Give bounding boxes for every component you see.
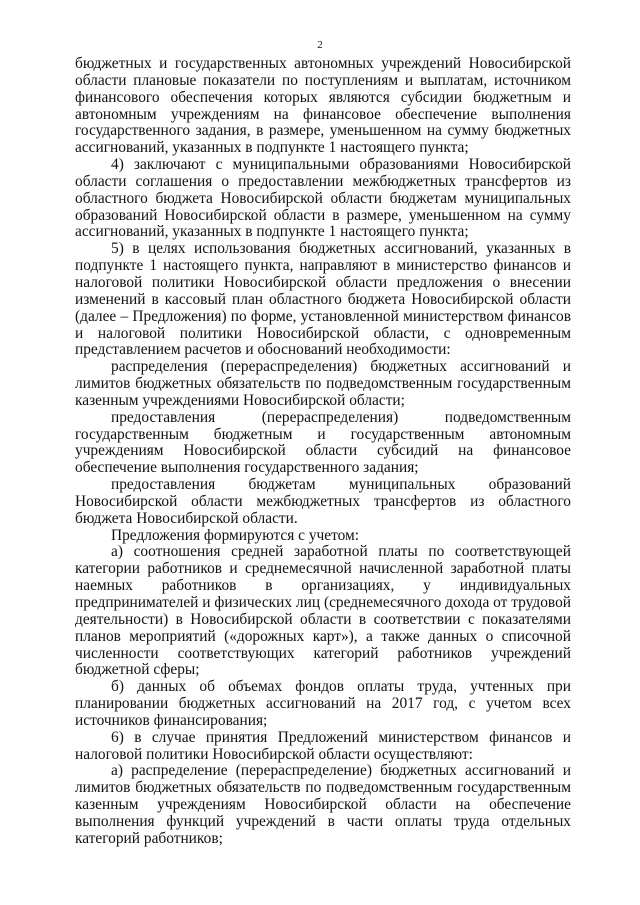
paragraph-continuation: бюджетных и государственных автономных учреждений Новосибирской области плановые показатели по поступлениям и выплатам, источником финансового обеспечения которых являются субсидии бюджетным и автономным учреждениям на финансовое обеспечение выполнения государственного задания, в размере, уменьшенном на сумму бюджетных ассигнований, указанных в подпункте 1 настоящего пункта; [75, 55, 571, 157]
document-body [75, 56, 571, 848]
page-number: 2 [317, 39, 323, 51]
paragraph-distribution: распределения (перераспределения) бюджетных ассигнований и лимитов бюджетных обязательств по подведомственным государственным казенным учреждениями Новосибирской области; [75, 358, 571, 409]
paragraph-item-a-distribution: а) распределение (перераспределение) бюджетных ассигнований и лимитов бюджетных обязательств по подведомственным государственным казенным учреждениям Новосибирской области на обеспечение выполнения функций учреждений в части оплаты труда отдельных категорий работников; [75, 762, 571, 847]
paragraph-item-a-ratio: а) соотношения средней заработной платы по соответствующей категории работников и среднемесячной начисленной заработной платы наемных работников в организациях, у индивидуальных предпринимателей и физических лиц (среднемесячного дохода от трудовой деятельности) в Новосибирской области в соответствии с показателями планов мероприятий («дорожных карт»), а также данных о списочной численности соответствующих категорий работников учреждений бюджетной сферы; [75, 543, 571, 679]
paragraph-transfers: предоставления бюджетам муниципальных образований Новосибирской области межбюджетных трансфертов из областного бюджета Новосибирской области. [75, 476, 571, 527]
paragraph-subsidies: предоставления (перераспределения) подведомственным государственным бюджетным и государственным автономным учреждениям Новосибирской области субсидий на финансовое обеспечение выполнения государственного задания; [75, 408, 571, 477]
paragraph-item-b-funds: б) данных об объемах фондов оплаты труда, учтенных при планировании бюджетных ассигнований на 2017 год, с учетом всех источников финансирования; [75, 678, 571, 729]
paragraph-item-4: 4) заключают с муниципальными образованиями Новосибирской области соглашения о предоставлении межбюджетных трансфертов из областного бюджета Новосибирской области бюджетам муниципальных образований Новосибирской области в размере, уменьшенном на сумму ассигнований, указанных в подпункте 1 настоящего пункта; [75, 156, 571, 241]
paragraph-item-5: 5) в целях использования бюджетных ассигнований, указанных в подпункте 1 настоящего пункта, направляют в министерство финансов и налоговой политики Новосибирской области предложения о внесении изменений в кассовый план областного бюджета Новосибирской области (далее – Предложения) по форме, установленной министерством финансов и налоговой политики Новосибирской области, с одновременным представлением расчетов и обоснований необходимости: [75, 240, 571, 359]
paragraph-item-6: 6) в случае принятия Предложений министерством финансов и налоговой политики Новосибирской области осуществляют: [75, 728, 571, 763]
paragraph-proposals-intro: Предложения формируются с учетом: [111, 526, 360, 544]
